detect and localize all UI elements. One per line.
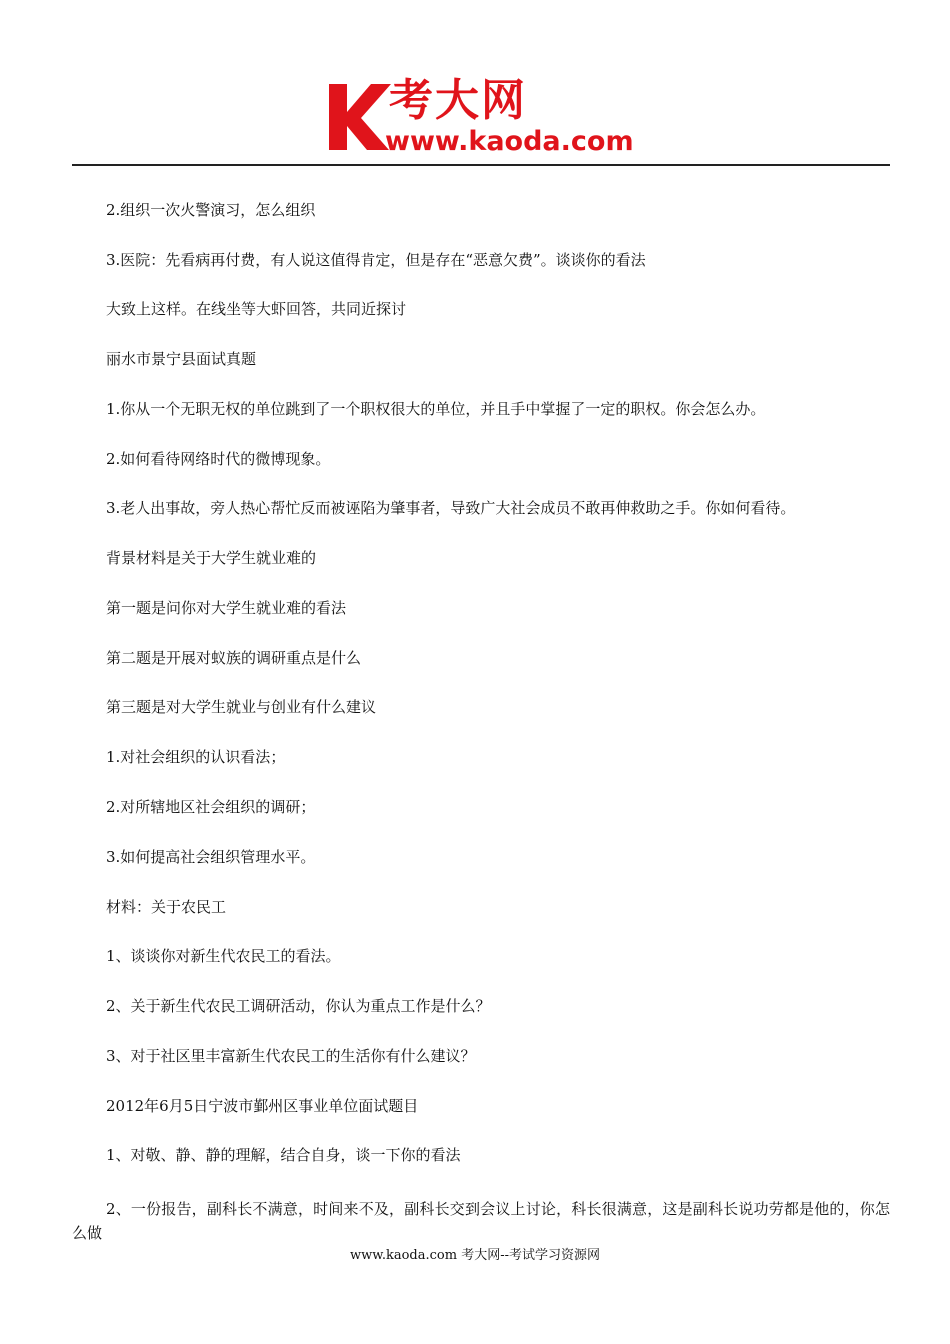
text-line: 第一题是问你对大学生就业难的看法 xyxy=(106,599,347,617)
text-line: 3、对于社区里丰富新生代农民工的生活你有什么建议？ xyxy=(106,1047,476,1065)
logo-url: www.kaoda.com xyxy=(385,126,634,157)
text-line: 3.老人出事故，旁人热心帮忙反而被诬陷为肇事者，导致广大社会成员不敢再伸救助之手。你如何看待。 xyxy=(106,499,796,517)
section-heading: 丽水市景宁县面试真题 xyxy=(106,350,257,368)
text-line: 大致上这样。在线坐等大虾回答，共同近探讨 xyxy=(106,300,407,318)
text-line: 背景材料是关于大学生就业难的 xyxy=(106,549,317,567)
page-footer: www.kaoda.com 考大网--考试学习资源网 xyxy=(350,1248,600,1263)
text-line: 3.医院：先看病再付费，有人说这值得肯定，但是存在“恶意欠费”。谈谈你的看法 xyxy=(106,251,646,269)
page-header xyxy=(0,0,950,170)
text-line: 材料：关于农民工 xyxy=(106,898,227,916)
text-line: 3.如何提高社会组织管理水平。 xyxy=(106,848,316,866)
section-heading: 2012年6月5日宁波市鄞州区事业单位面试题目 xyxy=(106,1097,419,1115)
logo-chinese-name: 考大网 xyxy=(389,75,527,126)
text-line: 1、对敬、静、静的理解，结合自身，谈一下你的看法 xyxy=(106,1146,461,1164)
text-line: 2.组织一次火警演习，怎么组织 xyxy=(106,201,316,219)
text-line: 第三题是对大学生就业与创业有什么建议 xyxy=(106,698,377,716)
text-line: 1、谈谈你对新生代农民工的看法。 xyxy=(106,947,341,965)
text-line: 1.你从一个无职无权的单位跳到了一个职权很大的单位，并且手中掌握了一定的职权。你会怎么办。 xyxy=(106,400,766,418)
text-line: 2.如何看待网络时代的微博现象。 xyxy=(106,450,331,468)
text-line: 第二题是开展对蚁族的调研重点是什么 xyxy=(106,649,362,667)
text-line: 2.对所辖地区社会组织的调研； xyxy=(106,798,316,816)
text-line: 1.对社会组织的认识看法； xyxy=(106,748,286,766)
header-divider xyxy=(72,164,890,166)
text-line: 2、关于新生代农民工调研活动，你认为重点工作是什么？ xyxy=(106,997,491,1015)
kaoda-logo[interactable] xyxy=(325,75,655,158)
text-paragraph: 2、一份报告，副科长不满意，时间来不及，副科长交到会议上讨论，科长很满意，这是副科长说功劳都是他的，你怎么做 xyxy=(72,1200,890,1242)
